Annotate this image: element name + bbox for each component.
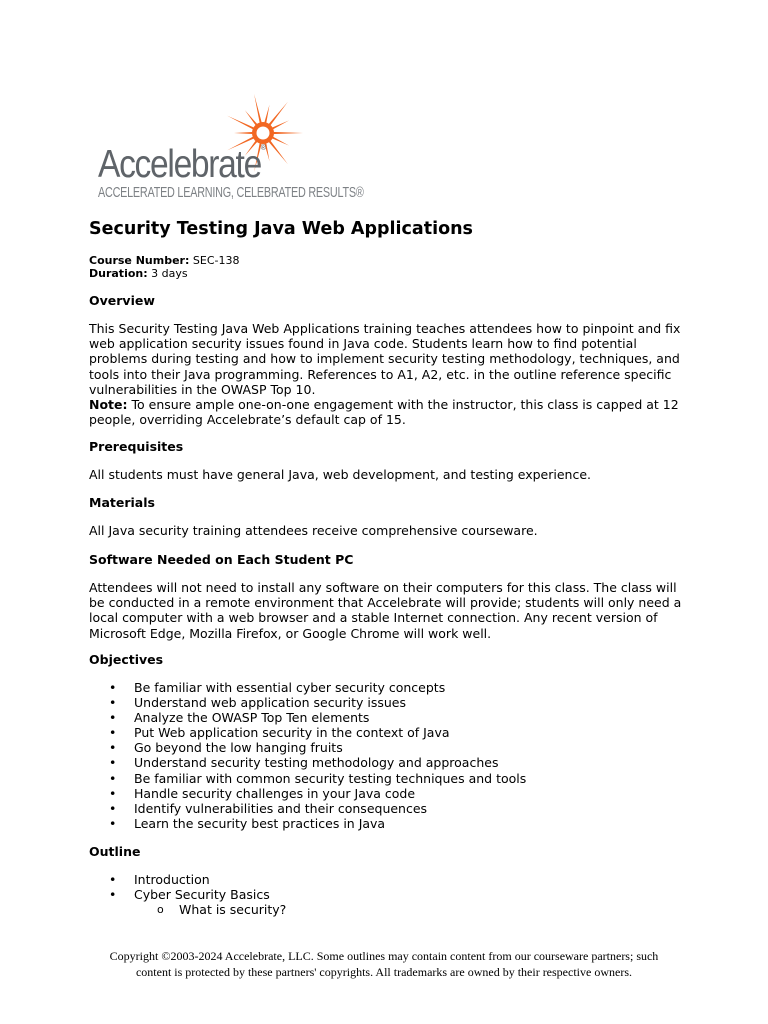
sub-list-item: o What is security?	[157, 902, 287, 918]
starburst-ray	[245, 110, 258, 126]
course-number-line: Course Number: SEC-138	[89, 254, 240, 267]
list-item: • Handle security challenges in your Java code	[109, 785, 416, 801]
starburst-ray	[272, 132, 303, 134]
outline-heading: Outline	[89, 844, 141, 859]
starburst-ray	[268, 139, 288, 164]
course-meta	[89, 254, 239, 280]
prerequisites-heading: Prerequisites	[89, 439, 184, 454]
duration-line: Duration: 3 days	[89, 267, 188, 280]
starburst-ray	[254, 94, 262, 125]
list-item: • Be familiar with essential cyber security concepts	[109, 680, 446, 695]
accelebrate-logo	[96, 88, 364, 206]
footer-line: content is protected by these partners' copyrights. All trademarks are owned by their respective owners.	[135, 965, 632, 979]
objectives-heading: Objectives	[89, 652, 164, 667]
starburst-ray	[271, 136, 290, 146]
list-item: • Introduction	[109, 872, 210, 887]
footer-line: Copyright ©2003-2024 Accelebrate, LLC. Some outlines may contain content from our courseware partners; such	[109, 949, 659, 963]
copyright-footer	[60, 948, 708, 980]
objectives-list	[89, 680, 526, 831]
software-heading: Software Needed on Each Student PC	[89, 552, 354, 567]
starburst-ray	[271, 120, 290, 130]
materials-heading: Materials	[89, 495, 155, 510]
page-title: Security Testing Java Web Applications	[89, 219, 473, 239]
overview-text: This Security Testing Java Web Applications training teaches attendees how to pinpoint and fix web application security issues found in Java code. Students learn how to find potential problems during testing and how to implement security testing methodology, techniques, and tools into their Java programming. References to A1, A2, etc. in the outline reference specific vulnerabilities in the OWASP Top 10. Note: To ensure ample one-on-one engagement with the instructor, this class is capped at 12 people, overriding Accelebrate’s default cap of 15.	[89, 321, 681, 428]
outline-list	[89, 872, 286, 917]
overview-heading: Overview	[89, 293, 155, 308]
logo-wordmark: Accelebrate®	[98, 143, 267, 186]
list-item: • Understand web application security issues	[109, 695, 406, 711]
list-item: • Learn the security best practices in Java	[109, 815, 386, 831]
list-item: • Be familiar with common security testing techniques and tools	[109, 770, 527, 786]
logo-tagline: ACCELERATED LEARNING, CELEBRATED RESULTS®	[98, 184, 364, 201]
list-item: • Go beyond the low hanging fruits	[109, 740, 343, 756]
list-item: • Put Web application security in the context of Java	[109, 725, 450, 741]
list-item: • Identify vulnerabilities and their consequences	[109, 800, 428, 816]
list-item: • Analyze the OWASP Top Ten elements	[109, 710, 370, 726]
starburst-ray	[264, 105, 270, 125]
prerequisites-text: All students must have general Java, web development, and testing experience.	[89, 467, 591, 482]
materials-text: All Java security training attendees receive comprehensive courseware.	[89, 523, 538, 538]
starburst-ray	[234, 132, 254, 134]
starburst-ray	[268, 102, 288, 127]
software-text: Attendees will not need to install any software on their computers for this class. The class will be conducted in a remote environment that Accelebrate will provide; students will only need a local computer with a web browser and a stable Internet connection. Any recent version of Microsoft Edge, Mozilla Firefox, or Google Chrome will work well.	[89, 580, 682, 641]
list-item: • Cyber Security Basics	[109, 887, 270, 903]
list-item: • Understand security testing methodology and approaches	[109, 755, 499, 771]
